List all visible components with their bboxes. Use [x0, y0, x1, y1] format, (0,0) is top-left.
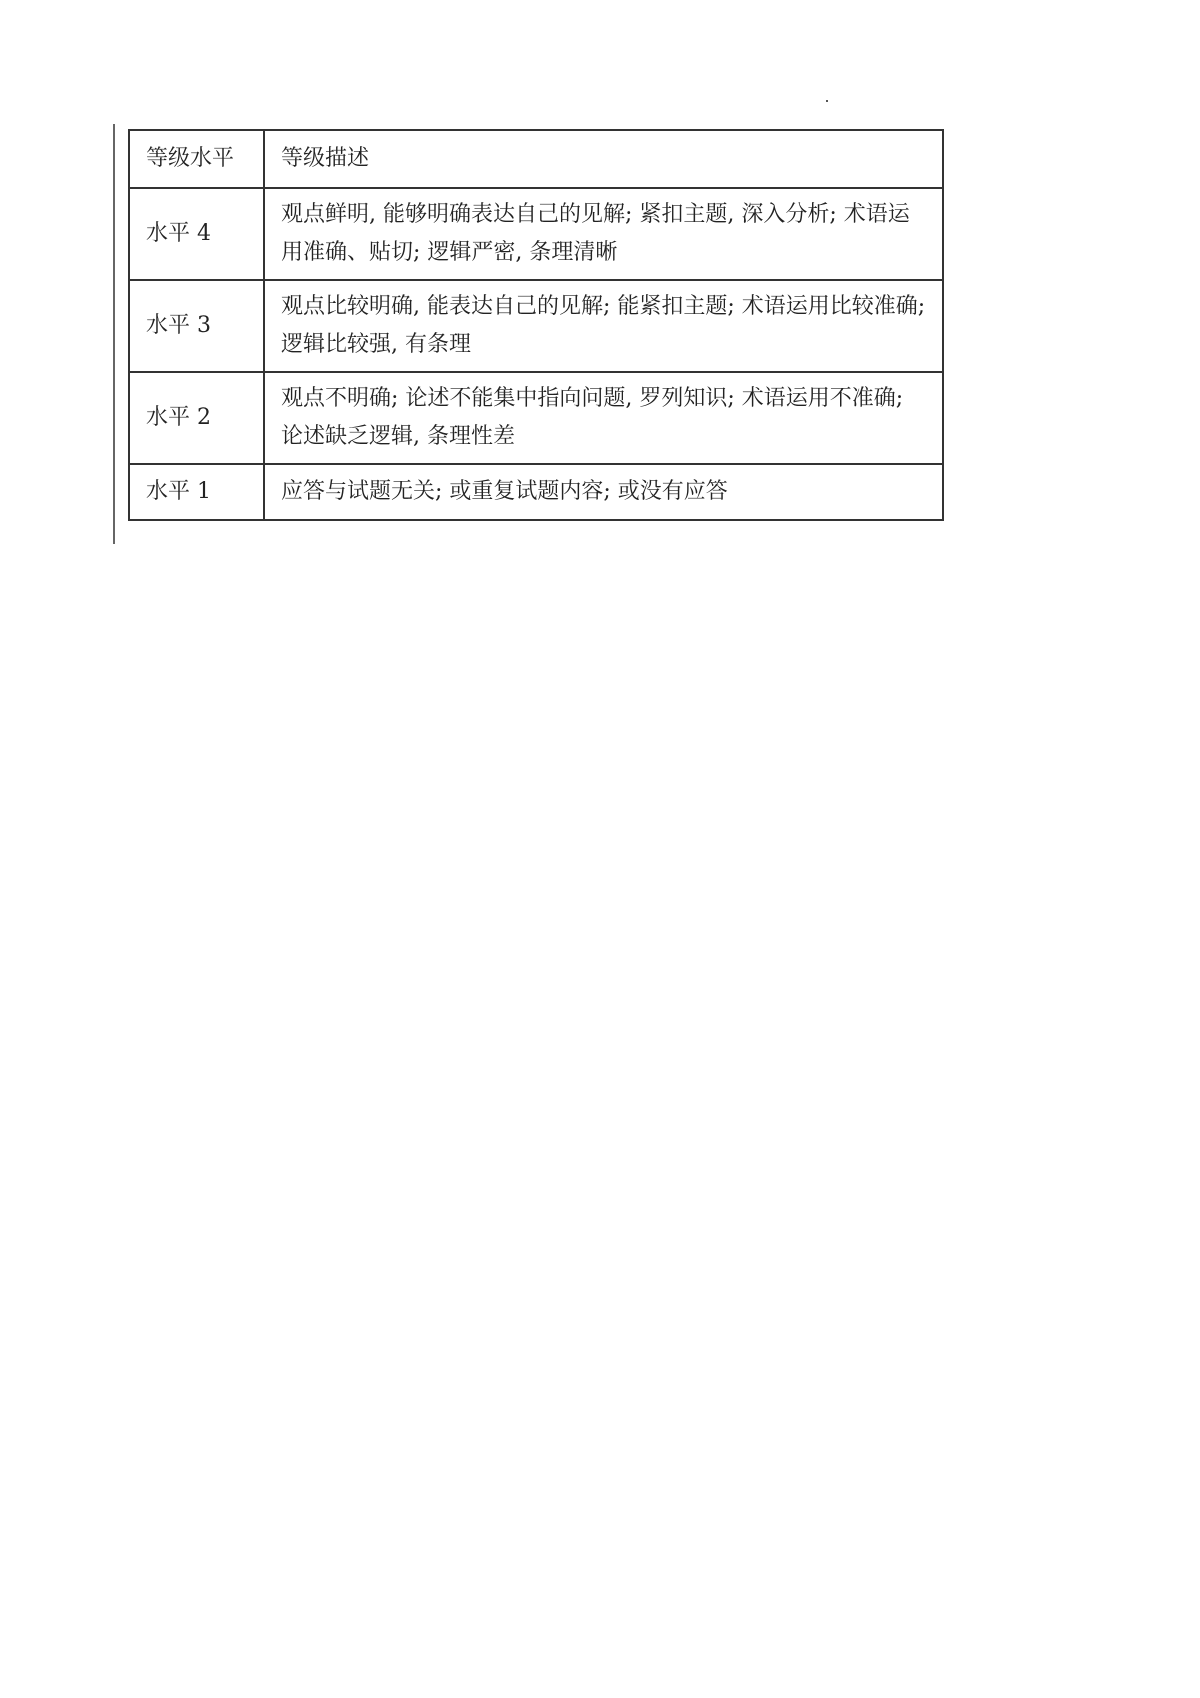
level-cell: 水平 2 — [129, 372, 264, 464]
table-row — [129, 464, 943, 520]
table-header-row — [129, 130, 943, 188]
description-cell: 应答与试题无关; 或重复试题内容; 或没有应答 — [264, 464, 943, 520]
table-row — [129, 372, 943, 464]
description-cell: 观点鲜明, 能够明确表达自己的见解; 紧扣主题, 深入分析; 术语运用准确、贴切; 逻辑严密, 条理清晰 — [264, 188, 943, 280]
header-level: 等级水平 — [129, 130, 264, 188]
left-margin-rule — [113, 124, 115, 544]
description-cell: 观点比较明确, 能表达自己的见解; 能紧扣主题; 术语运用比较准确; 逻辑比较强, 有条理 — [264, 280, 943, 372]
description-cell: 观点不明确; 论述不能集中指向问题, 罗列知识; 术语运用不准确; 论述缺乏逻辑, 条理性差 — [264, 372, 943, 464]
header-description: 等级描述 — [264, 130, 943, 188]
page-mark-dot — [826, 100, 828, 102]
grading-rubric-table — [128, 129, 944, 521]
level-cell: 水平 3 — [129, 280, 264, 372]
level-cell: 水平 1 — [129, 464, 264, 520]
table-row — [129, 188, 943, 280]
table-row — [129, 280, 943, 372]
level-cell: 水平 4 — [129, 188, 264, 280]
